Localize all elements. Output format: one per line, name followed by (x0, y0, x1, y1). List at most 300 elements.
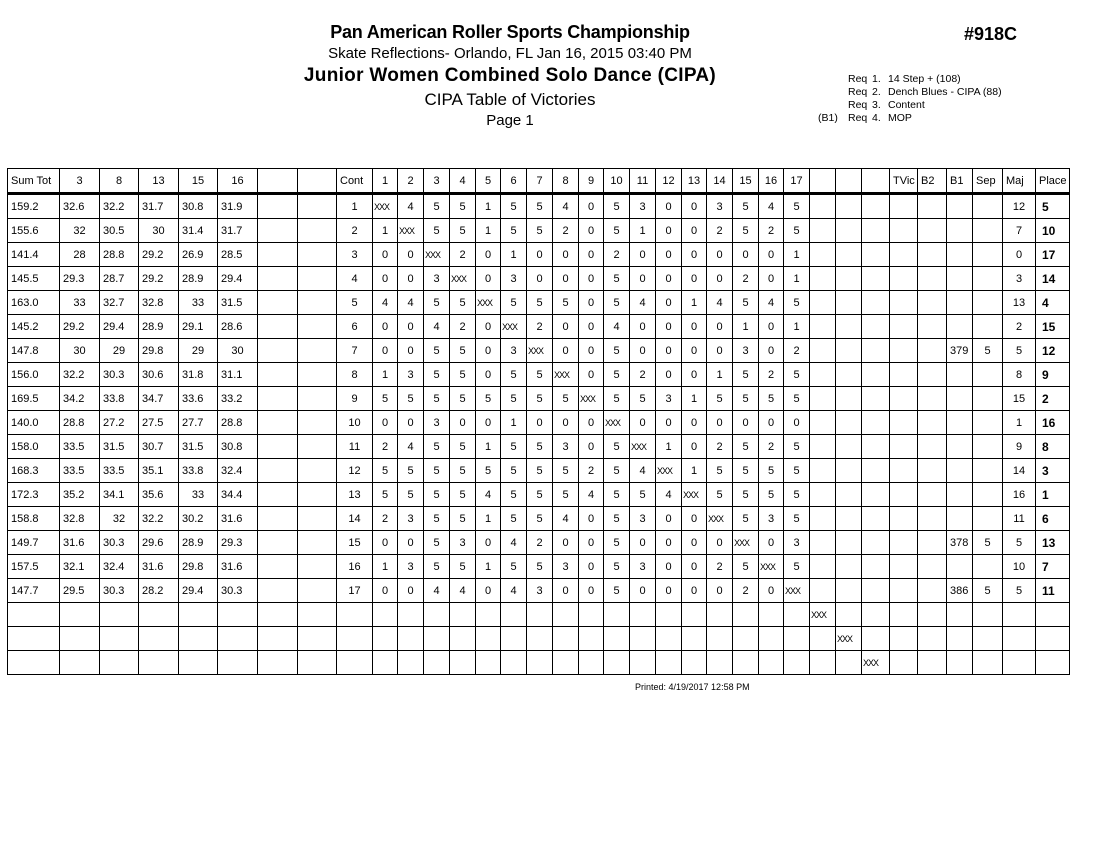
empty-cell (298, 363, 337, 387)
victory-count-cell: 5 (553, 291, 579, 315)
victory-count-cell (836, 459, 862, 483)
place-cell: 15 (1036, 315, 1070, 339)
judge-score-cell: 30.3 (100, 579, 139, 603)
victory-count-cell: 0 (553, 411, 579, 435)
victory-count-cell: 0 (476, 267, 501, 291)
table-row (8, 435, 1070, 459)
requirement-prefix: (B1) (818, 112, 838, 124)
victory-count-cell: 5 (450, 483, 476, 507)
victory-count-cell: 0 (759, 579, 784, 603)
venue-datetime: Skate Reflections- Orlando, FL Jan 16, 2015 03:40 PM (328, 45, 692, 62)
victory-count-cell (862, 483, 890, 507)
victory-count-cell (862, 219, 890, 243)
judge-score-cell: 28.6 (218, 315, 258, 339)
b2-cell (918, 194, 947, 219)
victory-count-cell: 0 (759, 267, 784, 291)
victory-count-cell: 5 (501, 194, 527, 219)
victory-count-cell: 0 (630, 411, 656, 435)
judge-score-cell: 30.7 (139, 435, 179, 459)
victory-count-cell: 0 (476, 363, 501, 387)
victory-count-cell (810, 531, 836, 555)
victory-count-cell (836, 555, 862, 579)
sum-total-cell: 141.4 (8, 243, 60, 267)
judge-score-cell: 28.7 (100, 267, 139, 291)
victory-count-cell (836, 315, 862, 339)
victory-count-cell (836, 243, 862, 267)
place-cell: 6 (1036, 507, 1070, 531)
judge-score-cell: 33 (179, 291, 218, 315)
victory-count-cell (604, 603, 630, 627)
place-cell: 11 (1036, 579, 1070, 603)
victory-count-cell: 0 (553, 267, 579, 291)
victory-count-cell (810, 579, 836, 603)
victory-count-cell: 0 (682, 507, 707, 531)
victory-count-cell (836, 291, 862, 315)
victory-count-cell: 0 (630, 267, 656, 291)
victory-count-cell: 0 (682, 579, 707, 603)
judge-score-cell: 28.8 (60, 411, 100, 435)
victory-count-cell (656, 651, 682, 675)
victory-count-cell: 4 (501, 579, 527, 603)
victory-count-cell: 5 (450, 435, 476, 459)
victory-count-cell: 3 (398, 507, 424, 531)
victory-count-cell: 5 (604, 507, 630, 531)
victory-count-cell (836, 651, 862, 675)
b2-cell (918, 219, 947, 243)
judge-score-cell: 30.3 (218, 579, 258, 603)
b2-cell (918, 483, 947, 507)
victory-count-cell (862, 315, 890, 339)
judge-score-cell: 32 (60, 219, 100, 243)
victory-count-cell: 1 (476, 507, 501, 531)
victory-count-cell (862, 579, 890, 603)
victory-count-cell: 0 (579, 219, 604, 243)
victory-count-cell (707, 627, 733, 651)
victory-count-cell (759, 603, 784, 627)
victory-count-cell: 0 (476, 531, 501, 555)
victory-count-cell: 4 (373, 291, 398, 315)
victory-count-cell: 4 (501, 531, 527, 555)
page-number: Page 1 (486, 112, 534, 129)
victory-count-cell: 0 (476, 339, 501, 363)
victory-count-cell: 5 (604, 435, 630, 459)
victory-count-cell: 0 (398, 315, 424, 339)
b2-cell (918, 507, 947, 531)
victory-count-cell (733, 651, 759, 675)
victory-count-cell: 5 (450, 219, 476, 243)
sep-cell: 5 (973, 531, 1003, 555)
judge-score-cell: 31.1 (218, 363, 258, 387)
b1-cell: 379 (947, 339, 973, 363)
table-row (8, 194, 1070, 219)
victory-count-cell (810, 627, 836, 651)
sep-cell (973, 411, 1003, 435)
sum-total-cell: 147.7 (8, 579, 60, 603)
victory-count-cell: 2 (759, 435, 784, 459)
b2-cell (918, 339, 947, 363)
victory-count-cell (501, 603, 527, 627)
judge-score-cell: 29.3 (218, 531, 258, 555)
place-cell: 13 (1036, 531, 1070, 555)
victory-count-cell: 4 (476, 483, 501, 507)
victory-count-cell (553, 627, 579, 651)
victory-count-cell: 1 (501, 411, 527, 435)
victory-count-cell: 2 (373, 435, 398, 459)
victory-count-cell: 1 (476, 194, 501, 219)
b2-cell (918, 603, 947, 627)
judge-score-cell: 34.2 (60, 387, 100, 411)
victory-count-cell (630, 627, 656, 651)
victory-count-cell (862, 387, 890, 411)
victory-count-cell (784, 651, 810, 675)
victory-count-cell: 5 (733, 459, 759, 483)
victory-count-cell (836, 363, 862, 387)
judge-score-cell: 30 (218, 339, 258, 363)
victory-count-cell: 4 (630, 459, 656, 483)
victory-count-cell: 5 (733, 435, 759, 459)
judge-score-cell: 28.9 (179, 267, 218, 291)
sum-total-cell: 159.2 (8, 194, 60, 219)
victory-count-cell: 0 (656, 531, 682, 555)
victory-count-cell: 5 (373, 387, 398, 411)
judge-score-cell: 31.5 (100, 435, 139, 459)
sum-total-cell: 155.6 (8, 219, 60, 243)
b1-cell (947, 363, 973, 387)
victory-count-cell: 0 (373, 315, 398, 339)
column-header: TVic (890, 169, 918, 194)
contestant-number-cell: 4 (337, 267, 373, 291)
victory-count-cell: 1 (784, 315, 810, 339)
empty-cell (258, 243, 298, 267)
victory-count-cell: 2 (450, 315, 476, 339)
requirement-prefix (818, 86, 848, 99)
victory-count-cell (836, 435, 862, 459)
victory-count-cell: 1 (784, 243, 810, 267)
victory-count-cell: 5 (424, 531, 450, 555)
victory-count-cell: 3 (630, 507, 656, 531)
victory-count-cell: 2 (553, 219, 579, 243)
judge-score-cell (179, 603, 218, 627)
victory-count-cell: 2 (759, 363, 784, 387)
empty-cell (298, 387, 337, 411)
self-comparison-mark: XXX (656, 459, 682, 483)
b1-cell (947, 459, 973, 483)
requirement-number: 4. (872, 112, 881, 124)
victory-count-cell: 3 (784, 531, 810, 555)
judge-score-cell: 31.7 (218, 219, 258, 243)
victory-count-cell (810, 507, 836, 531)
victory-count-cell: 5 (604, 531, 630, 555)
victory-count-cell (450, 603, 476, 627)
judge-score-cell (100, 651, 139, 675)
victory-count-cell: 5 (450, 291, 476, 315)
contestant-number-cell: 12 (337, 459, 373, 483)
column-header (836, 169, 862, 194)
requirement-number: 1. (872, 73, 881, 85)
requirement-item (818, 86, 1002, 99)
championship-title: Pan American Roller Sports Championship (330, 22, 690, 42)
report-subtitle: CIPA Table of Victories (424, 90, 596, 109)
b1-cell: 378 (947, 531, 973, 555)
judge-score-cell: 32.6 (60, 194, 100, 219)
victory-count-cell (579, 627, 604, 651)
victory-count-cell: 3 (424, 411, 450, 435)
victory-count-cell (862, 291, 890, 315)
sum-total-cell: 157.5 (8, 555, 60, 579)
victory-count-cell: 5 (424, 435, 450, 459)
victory-count-cell: 5 (527, 194, 553, 219)
place-cell: 2 (1036, 387, 1070, 411)
column-header: 7 (527, 169, 553, 194)
requirements-list (818, 73, 1002, 125)
victory-count-cell: 5 (527, 387, 553, 411)
victory-count-cell: 1 (373, 363, 398, 387)
empty-cell (258, 507, 298, 531)
victory-count-cell: 0 (579, 531, 604, 555)
victory-count-cell: 2 (527, 315, 553, 339)
sum-total-cell: 145.2 (8, 315, 60, 339)
victory-count-cell: 5 (476, 387, 501, 411)
sep-cell: 5 (973, 579, 1003, 603)
judge-score-cell: 31.8 (179, 363, 218, 387)
victory-count-cell: 2 (707, 219, 733, 243)
victory-count-cell: 3 (501, 267, 527, 291)
victory-count-cell: 0 (682, 194, 707, 219)
victory-count-cell: 5 (450, 387, 476, 411)
judge-score-cell (218, 627, 258, 651)
self-comparison-mark: XXX (579, 387, 604, 411)
victory-count-cell: 0 (656, 363, 682, 387)
place-cell: 16 (1036, 411, 1070, 435)
requirement-number: 3. (872, 99, 881, 111)
contestant-number-cell: 8 (337, 363, 373, 387)
column-header: 10 (604, 169, 630, 194)
victory-count-cell: 5 (424, 507, 450, 531)
victory-count-cell (501, 651, 527, 675)
victory-count-cell: 0 (553, 243, 579, 267)
empty-cell (298, 579, 337, 603)
victory-count-cell (862, 531, 890, 555)
victory-count-cell: 0 (579, 435, 604, 459)
victory-count-cell: 0 (733, 243, 759, 267)
victory-count-cell: 5 (784, 363, 810, 387)
judge-score-cell: 29 (100, 339, 139, 363)
victory-count-cell (424, 603, 450, 627)
victory-count-cell: 5 (450, 339, 476, 363)
victory-count-cell: 1 (476, 435, 501, 459)
table-row (8, 627, 1070, 651)
place-cell: 17 (1036, 243, 1070, 267)
judge-score-cell: 32.2 (139, 507, 179, 531)
contestant-number-cell: 17 (337, 579, 373, 603)
sep-cell (973, 194, 1003, 219)
victory-count-cell: 0 (398, 267, 424, 291)
victory-count-cell: 5 (604, 459, 630, 483)
victory-count-cell: 5 (373, 459, 398, 483)
empty-cell (298, 315, 337, 339)
victory-count-cell (862, 555, 890, 579)
victory-count-cell (630, 603, 656, 627)
self-comparison-mark: XXX (373, 194, 398, 219)
contestant-number-cell: 10 (337, 411, 373, 435)
judge-score-cell: 28.9 (139, 315, 179, 339)
b1-cell (947, 387, 973, 411)
victory-count-cell: 5 (527, 459, 553, 483)
victory-count-cell: 1 (682, 291, 707, 315)
judge-score-cell (218, 603, 258, 627)
sep-cell (973, 267, 1003, 291)
victory-count-cell: 4 (553, 507, 579, 531)
requirement-item (818, 112, 1002, 125)
empty-cell (258, 387, 298, 411)
requirement-text: 14 Step + (108) (888, 73, 961, 85)
column-header: 8 (100, 169, 139, 194)
place-cell: 1 (1036, 483, 1070, 507)
victory-count-cell (553, 651, 579, 675)
victory-count-cell: 5 (553, 483, 579, 507)
table-row (8, 363, 1070, 387)
victory-count-cell (476, 627, 501, 651)
column-header: Maj (1003, 169, 1036, 194)
victory-count-cell (424, 627, 450, 651)
victory-count-cell: 3 (398, 363, 424, 387)
sep-cell (973, 435, 1003, 459)
victory-count-cell: 5 (604, 291, 630, 315)
victory-count-cell (656, 603, 682, 627)
sep-cell (973, 291, 1003, 315)
empty-cell (298, 219, 337, 243)
tvic-cell (890, 603, 918, 627)
judge-score-cell: 30.3 (100, 531, 139, 555)
victory-count-cell: 5 (450, 363, 476, 387)
b1-cell (947, 411, 973, 435)
column-header: 15 (179, 169, 218, 194)
b2-cell (918, 459, 947, 483)
table-row (8, 555, 1070, 579)
sum-total-cell: 156.0 (8, 363, 60, 387)
self-comparison-mark: XXX (553, 363, 579, 387)
victory-count-cell: 0 (630, 579, 656, 603)
judge-score-cell: 32.2 (60, 363, 100, 387)
b2-cell (918, 387, 947, 411)
column-header: 14 (707, 169, 733, 194)
victory-count-cell: 0 (630, 243, 656, 267)
empty-cell (258, 339, 298, 363)
victory-count-cell: 5 (553, 387, 579, 411)
victory-count-cell: 0 (784, 411, 810, 435)
victory-count-cell (373, 627, 398, 651)
victory-count-cell: 5 (424, 387, 450, 411)
judge-score-cell: 28 (60, 243, 100, 267)
victory-count-cell: 3 (759, 507, 784, 531)
victory-count-cell: 0 (630, 531, 656, 555)
victory-count-cell: 3 (630, 194, 656, 219)
victory-count-cell: 0 (527, 411, 553, 435)
place-cell: 9 (1036, 363, 1070, 387)
self-comparison-mark: XXX (707, 507, 733, 531)
victory-count-cell (604, 651, 630, 675)
victory-count-cell (810, 291, 836, 315)
victory-count-cell: 0 (759, 243, 784, 267)
victory-count-cell: 5 (604, 483, 630, 507)
column-header: 9 (579, 169, 604, 194)
empty-cell (258, 579, 298, 603)
victory-count-cell (862, 459, 890, 483)
victory-count-cell: 4 (553, 194, 579, 219)
victory-count-cell: 4 (398, 435, 424, 459)
sep-cell (973, 315, 1003, 339)
empty-cell (298, 507, 337, 531)
victory-count-cell: 0 (579, 194, 604, 219)
b1-cell: 386 (947, 579, 973, 603)
victory-count-cell: 0 (553, 579, 579, 603)
b1-cell (947, 603, 973, 627)
victory-count-cell (707, 603, 733, 627)
victory-count-cell: 0 (707, 579, 733, 603)
self-comparison-mark: XXX (398, 219, 424, 243)
self-comparison-mark: XXX (604, 411, 630, 435)
sum-total-cell: 140.0 (8, 411, 60, 435)
victory-count-cell: 5 (501, 507, 527, 531)
judge-score-cell: 35.6 (139, 483, 179, 507)
victory-count-cell: 0 (707, 411, 733, 435)
judge-score-cell (139, 651, 179, 675)
empty-cell (258, 315, 298, 339)
column-header: Cont (337, 169, 373, 194)
victory-count-cell: 4 (656, 483, 682, 507)
contestant-number-cell: 6 (337, 315, 373, 339)
majority-cell: 14 (1003, 459, 1036, 483)
place-cell (1036, 627, 1070, 651)
victory-count-cell (862, 627, 890, 651)
victory-count-cell: 0 (656, 219, 682, 243)
table-row (8, 411, 1070, 435)
victory-count-cell: 1 (373, 555, 398, 579)
sum-total-cell: 149.7 (8, 531, 60, 555)
victory-count-cell: 3 (424, 267, 450, 291)
judge-score-cell: 33.8 (179, 459, 218, 483)
judge-score-cell: 28.9 (179, 531, 218, 555)
victory-count-cell: 5 (604, 219, 630, 243)
victory-count-cell: 5 (450, 507, 476, 531)
victory-count-cell: 5 (501, 459, 527, 483)
victory-count-cell: 1 (373, 219, 398, 243)
victory-count-cell: 0 (682, 243, 707, 267)
self-comparison-mark: XXX (450, 267, 476, 291)
judge-score-cell: 32.4 (100, 555, 139, 579)
majority-cell: 2 (1003, 315, 1036, 339)
victory-count-cell: 5 (733, 507, 759, 531)
column-header: 15 (733, 169, 759, 194)
b1-cell (947, 507, 973, 531)
sep-cell (973, 219, 1003, 243)
requirement-text: Dench Blues - CIPA (88) (888, 86, 1002, 98)
victory-count-cell (501, 627, 527, 651)
tvic-cell (890, 507, 918, 531)
victory-count-cell: 0 (759, 411, 784, 435)
table-row (8, 579, 1070, 603)
judge-score-cell: 30.8 (179, 194, 218, 219)
judge-score-cell: 28.2 (139, 579, 179, 603)
sep-cell (973, 555, 1003, 579)
judge-score-cell: 27.2 (100, 411, 139, 435)
victory-count-cell: 5 (604, 194, 630, 219)
victory-count-cell: 0 (450, 411, 476, 435)
victory-count-cell (836, 507, 862, 531)
judge-score-cell (60, 603, 100, 627)
place-cell: 14 (1036, 267, 1070, 291)
victory-count-cell: 4 (424, 315, 450, 339)
